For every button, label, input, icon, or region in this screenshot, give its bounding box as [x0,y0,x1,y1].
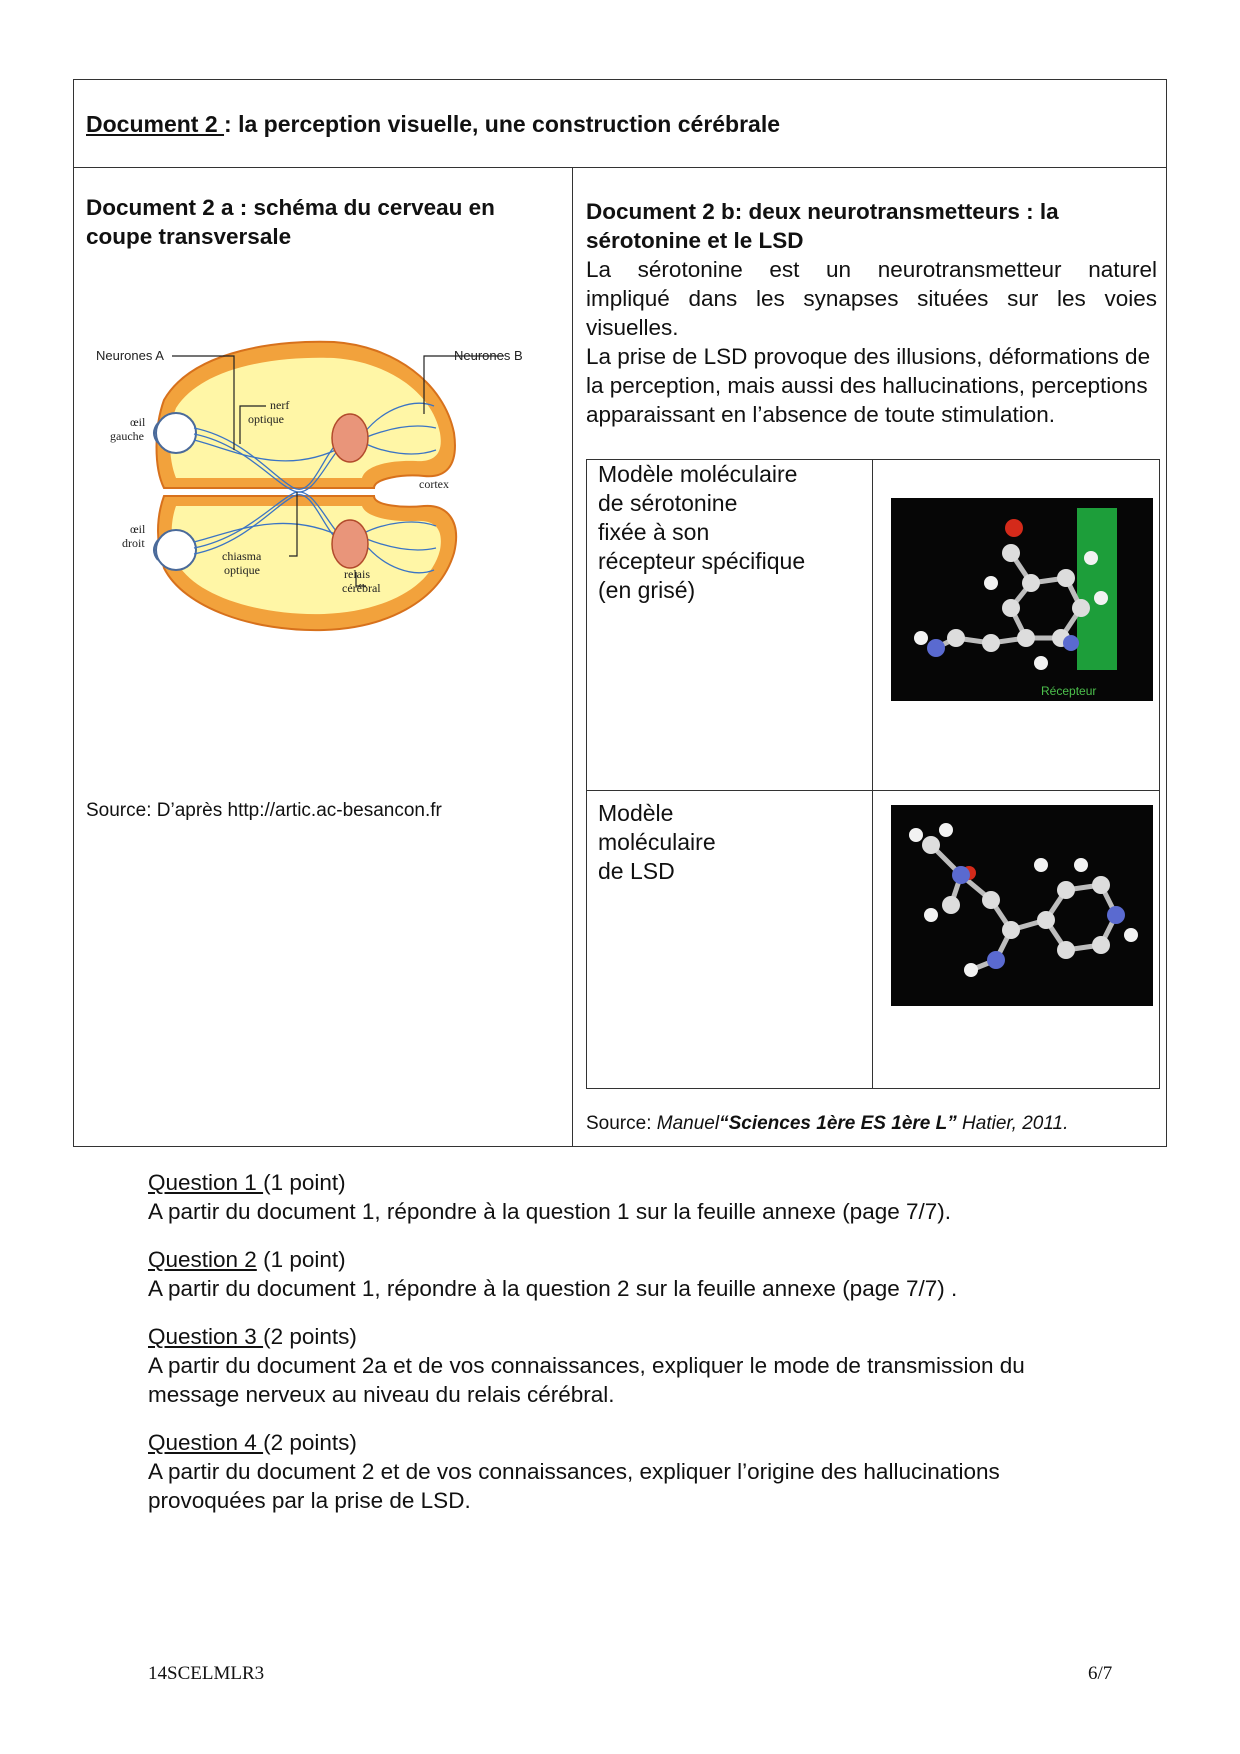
doc2b-paragraph-1-line-1: La sérotonine est un neurotransmetteur naturel [586,257,1157,282]
receptor-region [1077,508,1117,670]
lsd-label-line: Modèle [598,800,674,826]
question-3 [148,1322,1108,1409]
molecule-table-row-divider [587,790,1159,791]
doc2b-source [586,1113,1068,1135]
question-1-title: Question 1 [148,1170,264,1195]
question-4-title: Question 4 [148,1430,264,1455]
label-chiasma-optique: optique [224,563,260,577]
question-2-title: Question 2 [148,1247,257,1272]
doc2b-panel [574,168,1166,1146]
label-nerf: nerf [270,398,290,412]
doc2b-paragraph-1-line-2: impliqué dans les synapses situées sur les voies [586,286,1157,311]
nitrogen-atom [927,639,945,657]
doc2a-title: Document 2 a : schéma du cerveau en coupe transversale [86,195,495,249]
serotonin-molecule-svg [891,498,1153,701]
serotonin-molecule-image [891,498,1153,701]
receptor-label: Récepteur [1041,684,1097,698]
lsd-molecule-svg [891,805,1153,1006]
molecule-table-col-divider [872,460,873,1088]
nitrogen-atom [987,951,1005,969]
nitrogen-atom [952,866,970,884]
brain-diagram [84,328,554,648]
doc2b-title: Document 2 b: deux neurotransmetteurs : la sérotonine et le LSD [586,199,1059,253]
document-title [86,111,780,138]
lsd-label-line: de LSD [598,858,675,884]
upper-relay-nucleus [332,414,368,462]
question-1 [148,1168,1108,1226]
serotonin-label-line: fixée à son [598,519,710,545]
doc2b-source-manuel: Manuel [656,1113,720,1134]
footer-code: 14SCELMLR3 [148,1663,265,1684]
serotonin-label [598,460,863,605]
lsd-label-line: moléculaire [598,829,716,855]
nitrogen-atom [1063,635,1079,651]
left-eye [156,413,196,453]
question-1-text: A partir du document 1, répondre à la question 1 sur la feuille annexe (page 7/7). [148,1199,952,1224]
doc2b-paragraph-1-line-3: visuelles. [586,315,679,340]
question-1-points: (1 point) [263,1170,346,1195]
column-divider [572,168,573,1146]
label-neurones-a: Neurones A [96,348,164,363]
document-header [74,80,1166,168]
document-frame [73,79,1167,1147]
question-3-title: Question 3 [148,1324,264,1349]
serotonin-label-line: de sérotonine [598,490,738,516]
label-gauche: gauche [110,429,144,443]
question-4 [148,1428,1108,1515]
question-2 [148,1245,1108,1303]
document-title-rest: : la perception visuelle, une construction cérébrale [224,111,781,137]
doc2b-source-suffix: Hatier, 2011. [956,1113,1069,1134]
lsd-label [598,799,863,886]
label-nerf-optique: optique [248,412,284,426]
label-neurones-b: Neurones B [454,348,523,363]
question-3-points: (2 points) [263,1324,357,1349]
question-4-text: A partir du document 2 et de vos connaissances, expliquer l’origine des hallucinations provoquées par la prise de LSD. [148,1459,1000,1513]
question-2-text: A partir du document 1, répondre à la question 2 sur la feuille annexe (page 7/7) . [148,1276,958,1301]
serotonin-label-line: Modèle moléculaire [598,461,798,487]
doc2a-source: Source: D’après http://artic.ac-besancon.fr [86,800,442,821]
label-chiasma: chiasma [222,549,262,563]
label-relais: relais [344,567,370,581]
serotonin-label-line: récepteur spécifique [598,548,806,574]
oxygen-atom [1005,519,1023,537]
nitrogen-atom [1107,906,1125,924]
label-oeil-left: œil [130,415,146,429]
document-title-underlined: Document 2 [86,111,225,137]
label-oeil-right: œil [130,522,146,536]
right-eye [156,530,196,570]
molecule-table [586,459,1160,1089]
lower-relay-nucleus [332,520,368,568]
questions-section [148,1168,1108,1534]
label-cortex: cortex [419,477,449,491]
doc2b-source-title: “Sciences 1ère ES 1ère L” [719,1113,957,1134]
lsd-molecule-image [891,805,1153,1006]
label-cerebral: cérébral [342,581,381,595]
doc2a-panel [74,168,572,1146]
label-droit: droit [122,536,145,550]
question-3-text: A partir du document 2a et de vos connaissances, expliquer le mode de transmission du message nerveux au niveau du relais cérébral. [148,1353,1025,1407]
question-4-points: (2 points) [263,1430,357,1455]
question-2-points: (1 point) [256,1247,346,1272]
doc2b-paragraph-2: La prise de LSD provoque des illusions, déformations de la perception, mais aussi des hallucinations, perceptions apparaissant en l’absence de toute stimulation. [586,344,1151,427]
footer-page-number: 6/7 [1088,1663,1113,1684]
doc2b-source-prefix: Source: [586,1113,657,1134]
serotonin-label-line: (en grisé) [598,577,696,603]
